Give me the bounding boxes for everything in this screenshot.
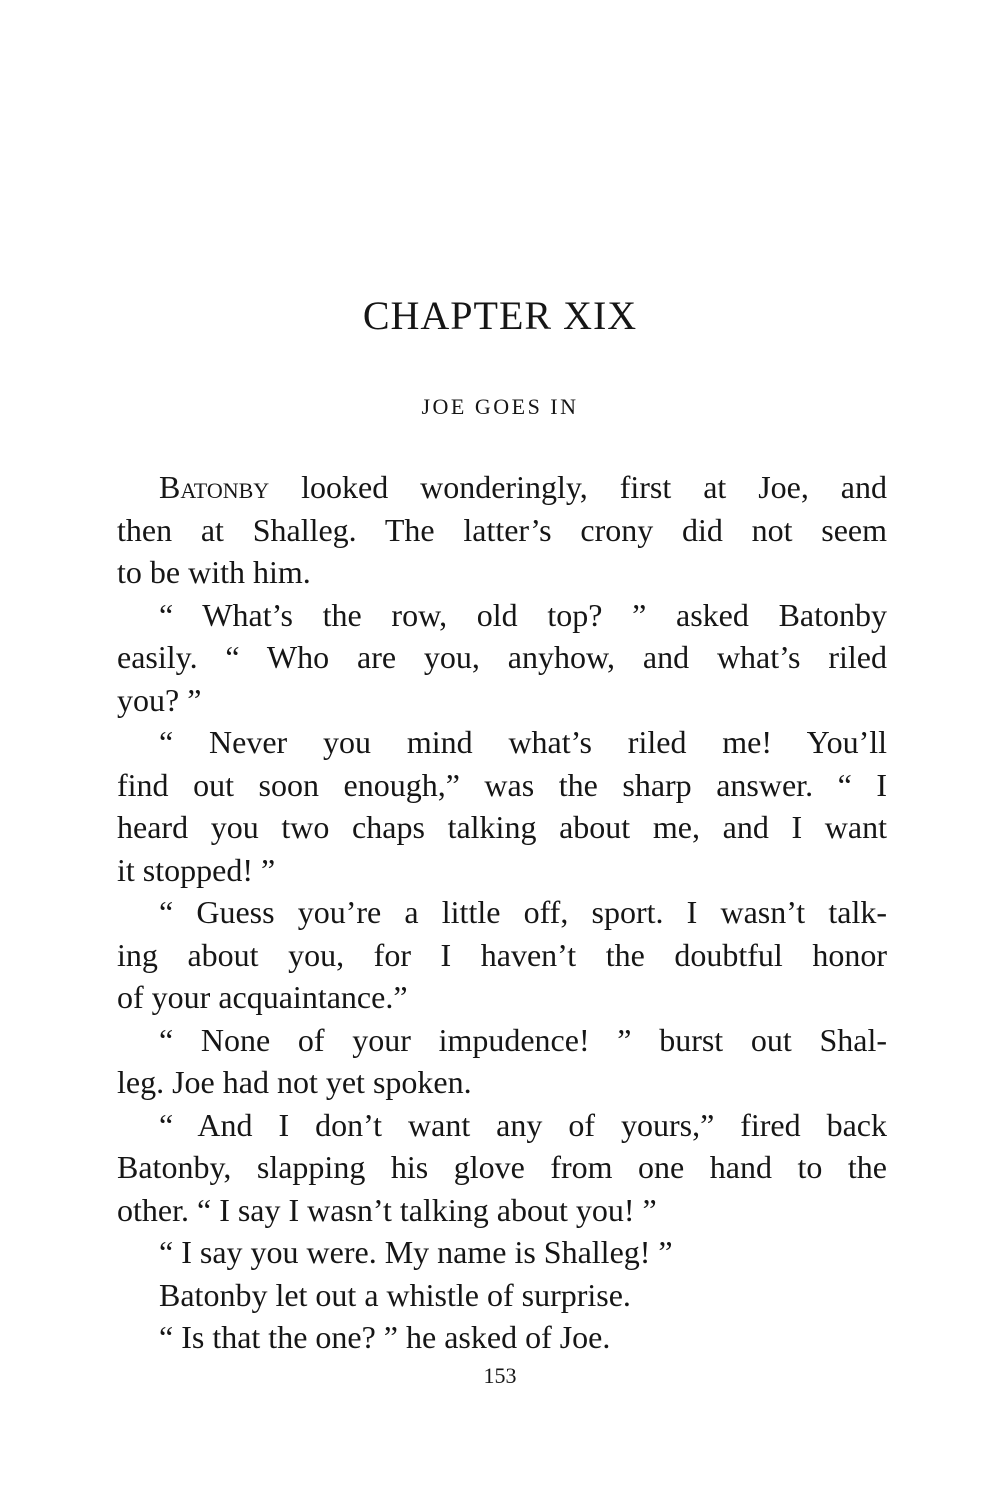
text-line: then at Shalleg. The latter’s crony did not seem: [117, 511, 887, 548]
text-line: other. “ I say I wasn’t talking about you! ”: [117, 1191, 657, 1228]
text-line: ing about you, for I haven’t the doubtful honor: [117, 936, 887, 973]
text-line: Batonby, slapping his glove from one hand to the: [117, 1149, 887, 1185]
text-line: it stopped! ”: [117, 851, 276, 888]
body-text: [117, 466, 887, 1359]
text-line: easily. “ Who are you, anyhow, and what’s riled: [117, 639, 887, 675]
drop-word: Batonby: [159, 469, 270, 505]
text-line-rest: looked wonderingly, first at Joe, and: [269, 469, 887, 505]
text-line: [117, 466, 887, 509]
chapter-heading: CHAPTER XIX: [362, 293, 638, 338]
text-line: “ I say you were. My name is Shalleg! ”: [159, 1234, 673, 1270]
text-line: “ Never you mind what’s riled me! You’ll: [159, 724, 887, 760]
page-number: 153: [483, 1363, 517, 1388]
text-line: heard you two chaps talking about me, and I want: [117, 809, 887, 845]
text-line: to be with him.: [117, 554, 311, 590]
text-line: leg. Joe had not yet spoken.: [117, 1064, 472, 1100]
text-line: find out soon enough,” was the sharp answer. “ I: [117, 766, 887, 803]
text-line: Batonby let out a whistle of surprise.: [159, 1276, 631, 1313]
text-line: “ Is that the one? ” he asked of Joe.: [159, 1319, 611, 1355]
text-line: of your acquaintance.”: [117, 979, 408, 1015]
text-line: “ Guess you’re a little off, sport. I wasn’t talk-: [159, 894, 887, 930]
text-line: “ What’s the row, old top? ” asked Batonby: [159, 596, 887, 633]
text-line: you? ”: [117, 681, 202, 718]
chapter-subtitle: JOE GOES IN: [421, 394, 579, 419]
text-line: “ None of your impudence! ” burst out Shal-: [159, 1021, 887, 1058]
text-line: “ And I don’t want any of yours,” fired back: [159, 1106, 887, 1143]
